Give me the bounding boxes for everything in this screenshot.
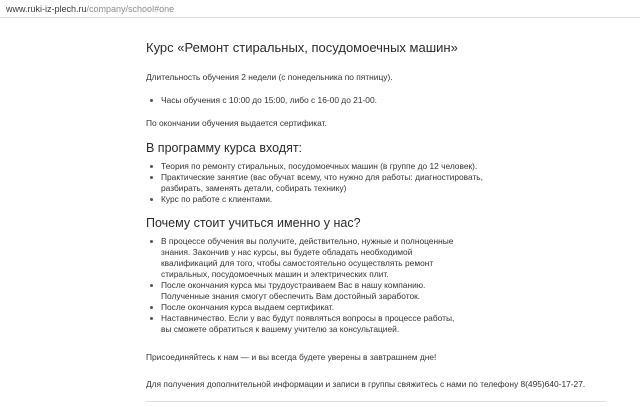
- url-path: /company/school#one: [86, 4, 175, 14]
- top-divider: [0, 17, 640, 18]
- program-heading: В программу курса входят:: [146, 141, 303, 155]
- program-list: [146, 161, 496, 205]
- schedule-list: [146, 95, 606, 106]
- course-duration: Длительность обучения 2 недели (с понедельника по пятницу).: [146, 72, 393, 82]
- list-item: После окончания курса выдаем сертификат.: [146, 302, 466, 313]
- list-item: Наставничество. Если у вас будут появляться вопросы в процессе работы, вы сможете обратиться к вашему учителю за консультацией.: [146, 313, 466, 335]
- list-item: Часы обучения с 10:00 до 15:00, либо с 16-00 до 21-00.: [146, 95, 606, 106]
- list-item: Курс по работе с клиентами.: [146, 194, 496, 205]
- course-title: Курс «Ремонт стиральных, посудомоечных машин»: [146, 40, 458, 55]
- address-bar-url[interactable]: [6, 3, 174, 15]
- url-host: www.ruki-iz-plech.ru: [6, 4, 87, 14]
- list-item: Практические занятие (вас обучат всему, что нужно для работы: диагностировать, разбирать, заменять детали, собирать технику): [146, 172, 496, 194]
- why-heading: Почему стоит учиться именно у нас?: [146, 216, 361, 230]
- list-item: В процессе обучения вы получите, действительно, нужные и полноценные знания. Закончив у нас курсы, вы будете обладать необходимой квалификаций для того, чтобы самостоятельно осуществлять ремонт стиральных, посудомоечных машин и электрических плит.: [146, 236, 466, 280]
- join-slogan: Присоединяйтесь к нам — и вы всегда будете уверены в завтрашнем дне!: [146, 352, 437, 362]
- certificate-note: По окончании обучения выдается сертификат.: [146, 118, 327, 128]
- why-list: [146, 236, 466, 335]
- list-item: Теория по ремонту стиральных, посудомоечных машин (в группе до 12 человек).: [146, 161, 496, 172]
- contact-info: Для получения дополнительной информации и записи в группы свяжитесь с нами по телефону 8(495)640-17-27.: [146, 379, 586, 389]
- list-item: После окончания курса мы трудоустраиваем Вас в нашу компанию. Полученные знания смогут обеспечить Вам достойный заработок.: [146, 280, 466, 302]
- article-content: [146, 40, 606, 390]
- bottom-divider: [146, 401, 606, 402]
